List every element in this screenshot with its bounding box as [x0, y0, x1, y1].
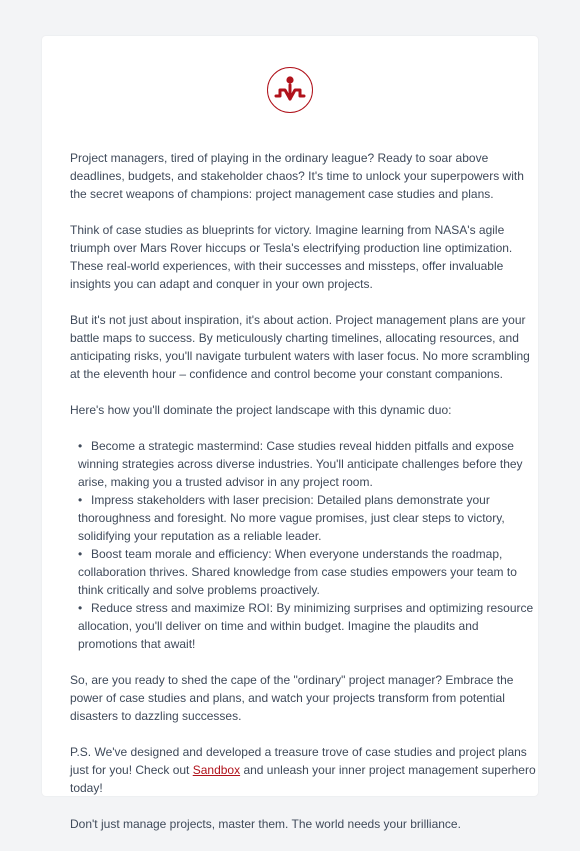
email-card	[42, 36, 538, 831]
plans-paragraph: But it's not just about inspiration, it's about action. Project management plans are your battle maps to success. By meticulously charting timelines, allocating resources, and anticipating risks, you'll navigate turbulent waters with laser focus. No more scrambling at the eleventh hour – confidence and control become your constant companions.	[70, 313, 530, 381]
list-item	[78, 491, 538, 545]
brand-logo-icon	[266, 66, 314, 114]
list-item	[78, 437, 538, 491]
case-studies-paragraph: Think of case studies as blueprints for victory. Imagine learning from NASA's agile triumph over Mars Rover hiccups or Tesla's electrifying production line optimization. These real-world experiences, with their successes and missteps, offer invaluable insights you can adapt and conquer in your own projects.	[70, 223, 513, 291]
signoff-paragraph: Don't just manage projects, master them. The world needs your brilliance.	[70, 817, 461, 831]
bullet-icon: •	[78, 547, 83, 561]
ps-text-after: and unleash your inner project management superhero today!	[70, 763, 536, 795]
benefits-list	[70, 437, 538, 653]
sandbox-link[interactable]: Sandbox	[192, 763, 241, 777]
list-item	[78, 599, 538, 653]
list-intro-paragraph: Here's how you'll dominate the project landscape with this dynamic duo:	[70, 403, 452, 417]
list-item-text: Reduce stress and maximize ROI: By minimizing surprises and optimizing resource allocation, you'll deliver on time and within budget. Imagine the plaudits and promotions that await!	[78, 601, 534, 651]
bullet-icon: •	[78, 493, 83, 507]
list-item-text: Become a strategic mastermind: Case studies reveal hidden pitfalls and expose winning strategies across diverse industries. You'll anticipate challenges before they arise, making you a trusted advisor in any project room.	[78, 439, 523, 489]
ps-paragraph	[70, 743, 538, 797]
list-item-text: Boost team morale and efficiency: When everyone understands the roadmap, collaboration thrives. Shared knowledge from case studies empowers your team to think critically and solve problems proactively.	[78, 547, 517, 597]
closing-paragraph: So, are you ready to shed the cape of the "ordinary" project manager? Embrace the power of case studies and plans, and watch your projects transform from potential disasters to dazzling successes.	[70, 673, 514, 723]
intro-paragraph: Project managers, tired of playing in the ordinary league? Ready to soar above deadlines, budgets, and stakeholder chaos? It's time to unlock your superpowers with the secret weapons of champions: project management case studies and plans.	[70, 151, 524, 201]
bullet-icon: •	[78, 439, 83, 453]
bullet-icon: •	[78, 601, 83, 615]
list-item	[78, 545, 538, 599]
email-body	[70, 149, 538, 851]
ps-text-before: P.S. We've designed and developed a treasure trove of case studies and project plans just for you! Check out	[70, 745, 527, 777]
list-item-text: Impress stakeholders with laser precision: Detailed plans demonstrate your thoroughness and foresight. No more vague promises, just clear steps to victory, solidifying your reputation as a reliable leader.	[78, 493, 505, 543]
